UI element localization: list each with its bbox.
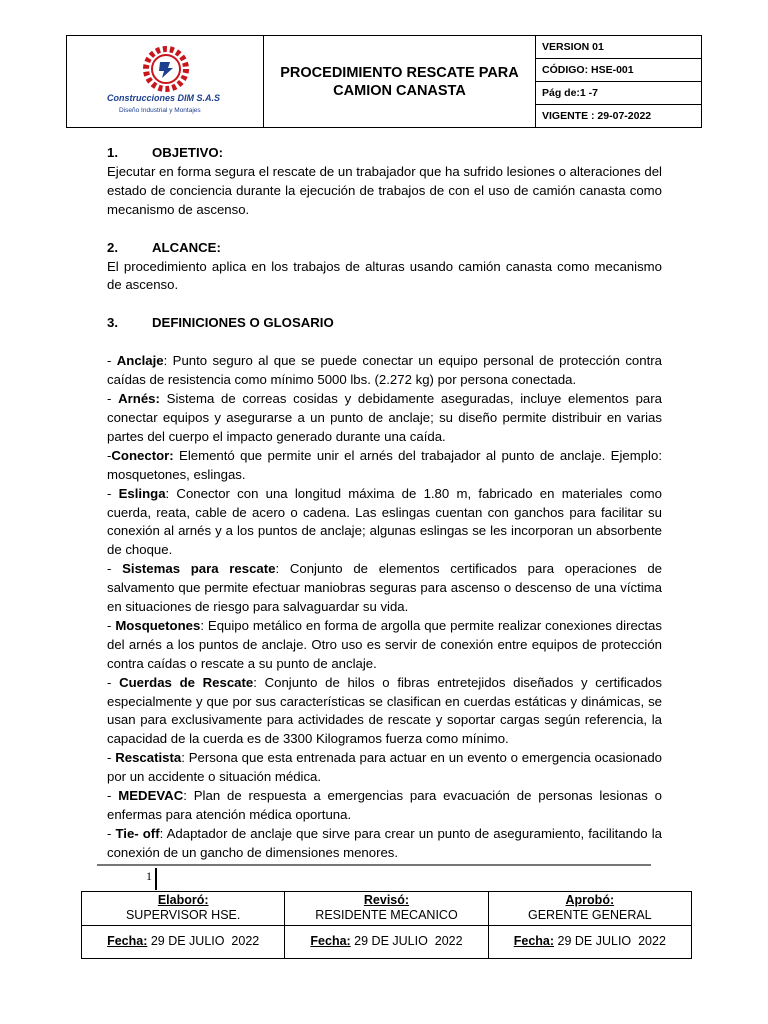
reviso-value: RESIDENTE MECANICO [315, 908, 458, 923]
definition-term: Tie- off [115, 825, 160, 841]
aprobo-value: GERENTE GENERAL [528, 908, 652, 923]
company-name: Construcciones DIM S.A.S [107, 93, 221, 103]
definition-term: Eslinga [118, 485, 166, 501]
aprobo-cell [488, 892, 691, 925]
definition-prefix: - [107, 788, 119, 804]
definition-prefix: - [107, 447, 112, 463]
definition-text: : Conjunto de hilos o fibras entretejidos diseñados y certificados especialmente y que por sus características se clasifican en cuerdas estáticas y dinámicas, se usan para exclusivamente para actividades de rescate y soportar cargas según referencia, la capacidad de la cuerda es de 3300 Kilogramos fuerza como mínimo. [107, 674, 662, 747]
definition-item [107, 617, 662, 674]
section-title: OBJETIVO: [152, 145, 224, 160]
definitions-list [107, 352, 662, 862]
definition-term: Conector: [111, 447, 174, 463]
definition-term: Anclaje [116, 353, 164, 369]
page-cell: Pág de:1 -7 [536, 82, 701, 105]
section-number: 3. [107, 315, 118, 331]
date-cell [488, 926, 691, 959]
page-number: 1 [146, 869, 152, 883]
section-text-objective: Ejecutar en forma segura el rescate de un trabajador que ha sufrido lesiones o alteraciones del estado de conciencia durante la ejecución de trabajos de con el uso de camión canasta como mecanismo de ascenso. [107, 163, 662, 217]
gear-logo-icon [140, 44, 192, 94]
date-cell [82, 926, 284, 959]
definition-prefix: - [107, 485, 119, 501]
definition-text: : Adaptador de anclaje que sirve para crear un punto de aseguramiento, facilitando la conexión de un gancho de dimensiones menores. [107, 825, 662, 860]
definition-text: Elementó que permite unir el arnés del trabajador al punto de anclaje. Ejemplo: mosquetones, eslingas. [107, 447, 662, 482]
definition-item [107, 749, 662, 787]
definition-prefix: - [107, 353, 117, 369]
definition-item [107, 674, 662, 750]
definition-item [107, 485, 662, 561]
definition-prefix: - [107, 674, 120, 690]
section-heading-glossary [107, 314, 662, 333]
definition-term: Rescatista [115, 750, 182, 766]
document-meta [536, 36, 701, 127]
elaboro-value: SUPERVISOR HSE. [125, 908, 241, 923]
definition-text: : Punto seguro al que se puede conectar un equipo personal de protección contra caídas de resistencia como mínimo 5000 lbs. (2.272 kg) por persona conectada. [107, 353, 662, 388]
definition-term: Arnés: [118, 391, 160, 407]
definition-prefix: - [107, 750, 116, 766]
definition-item [107, 825, 662, 863]
section-heading-scope [107, 239, 662, 258]
page-divider [97, 864, 651, 866]
definition-prefix: - [107, 825, 116, 841]
date-label: Fecha: [310, 934, 351, 949]
page-number-bar [155, 868, 157, 890]
company-tagline: Diseño Industrial y Montajes [119, 107, 201, 114]
definition-item [107, 447, 662, 485]
approval-dates-row [82, 925, 691, 959]
definition-term: Cuerdas de Rescate [119, 674, 254, 690]
code-cell: CÓDIGO: HSE-001 [536, 59, 701, 82]
definition-term: Mosquetones [115, 617, 201, 633]
definition-text: : Equipo metálico en forma de argolla que permite realizar conexiones directas del arnés a los puntos de anclaje. Otro uso es servir de conexión entre equipos de protección contra caídas o rescate a su punto de anclaje. [107, 617, 662, 671]
approval-roles-row [82, 892, 691, 925]
reviso-label: Revisó: [363, 893, 410, 908]
definition-prefix: - [107, 617, 116, 633]
definition-prefix: - [107, 391, 119, 407]
date-value: 29 DE JULIO 2022 [147, 934, 260, 949]
section-text-scope: El procedimiento aplica en los trabajos de alturas usando camión canasta como mecanismo de ascenso. [107, 258, 662, 293]
document-header [66, 35, 702, 128]
elaboro-cell [82, 892, 284, 925]
section-title: ALCANCE: [152, 239, 221, 255]
definition-item [107, 390, 662, 447]
valid-cell: VIGENTE : 29-07-2022 [542, 110, 652, 122]
definition-item [107, 560, 662, 617]
definition-text: : Plan de respuesta a emergencias para evacuación de personas lesionas o enfermas para atención médica oportuna. [107, 788, 662, 822]
definition-item [107, 352, 662, 390]
definition-text: : Persona que esta entrenada para actuar en un evento o emergencia ocasionado por un accidente o situación médica. [107, 750, 663, 785]
section-number: 1. [107, 145, 118, 160]
reviso-cell [284, 892, 487, 925]
date-label: Fecha: [513, 934, 555, 949]
elaboro-label: Elaboró: [157, 893, 209, 908]
date-value: 29 DE JULIO 2022 [554, 934, 666, 949]
definition-text: Sistema de correas cosidas y debidamente aseguradas, incluye elementos para conectar equipos y asegurarse a un punto de anclaje; su diseño permite distribuir en varias partes del cuerpo el impacto generado durante una caída. [107, 391, 662, 444]
definition-prefix: - [107, 561, 123, 577]
version-cell: VERSION 01 [536, 36, 701, 59]
date-label: Fecha: [107, 934, 148, 949]
document-title: PROCEDIMIENTO RESCATE PARA CAMION CANASTA [264, 36, 536, 127]
section-title: DEFINICIONES O GLOSARIO [152, 315, 334, 331]
document-body [107, 144, 662, 863]
approval-table [81, 891, 692, 959]
definition-term: MEDEVAC [118, 788, 184, 804]
definition-text: : Conjunto de elementos certificados para operaciones de salvamento que permite efectuar maniobras seguras para ascenso o descenso de una víctima en situaciones de riesgo para salvaguardar su vida. [107, 561, 662, 615]
company-logo [67, 36, 264, 127]
section-heading-objective [107, 144, 662, 163]
definition-term: Sistemas para rescate [122, 561, 276, 577]
date-value: 29 DE JULIO 2022 [350, 934, 463, 949]
date-cell [284, 926, 487, 959]
section-number: 2. [107, 239, 118, 255]
definition-text: : Conector con una longitud máxima de 1.80 m, fabricado en materiales como cuerda, reata, cable de acero o cadena. Las eslingas cuentan con ganchos para facilitar su conexión al arnés y a los puntos de anclaje; algunas eslingas se les incorporan un absorbente de choque. [107, 485, 662, 558]
definition-item [107, 787, 662, 825]
aprobo-label: Aprobó: [565, 893, 615, 908]
